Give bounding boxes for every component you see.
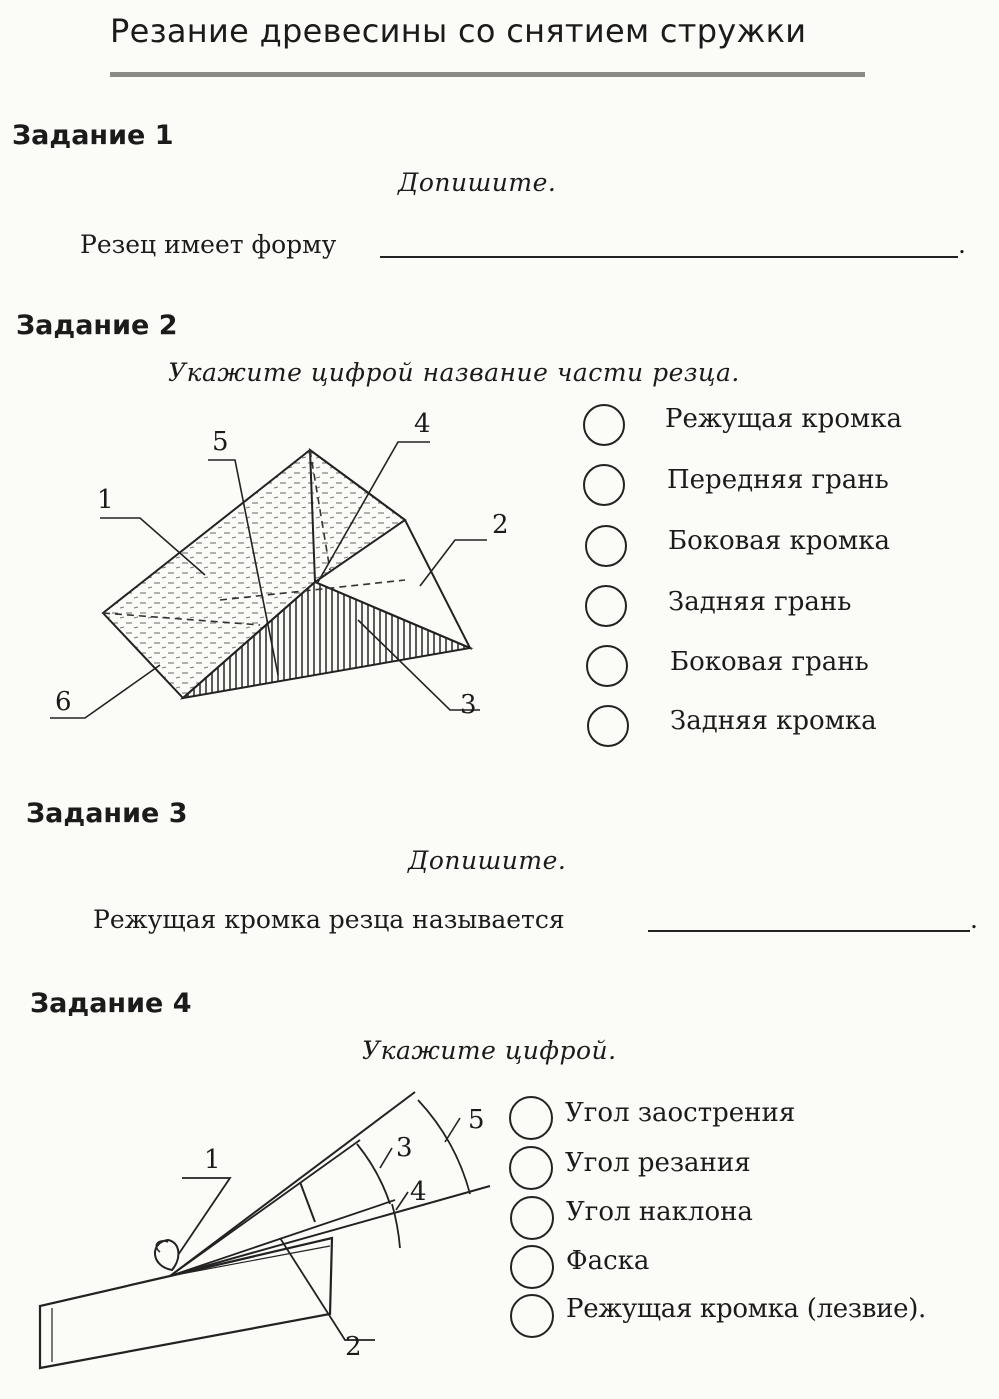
diagram-label-5: 5 (212, 427, 229, 457)
option-label: Режущая кромка (лезвие). (566, 1294, 927, 1324)
option-label: Угол наклона (566, 1197, 753, 1227)
task3-answer-field[interactable] (648, 928, 970, 932)
option-label: Угол резания (565, 1148, 751, 1178)
title-underline (110, 72, 865, 77)
task1-instruction: Допишите. (398, 168, 557, 197)
answer-circle[interactable] (585, 585, 627, 627)
diagram-label-6: 6 (55, 687, 72, 717)
answer-circle[interactable] (510, 1245, 554, 1289)
diagram-label-2: 2 (345, 1332, 362, 1362)
cutter-diagram (0, 400, 520, 730)
tick-line (300, 1182, 315, 1222)
leader-line-4 (396, 1192, 408, 1210)
angle-arc-4 (392, 1204, 400, 1248)
page-title: Резание древесины со снятием стружки (110, 12, 807, 50)
task2-instruction: Укажите цифрой название части резца. (168, 358, 740, 387)
task4-heading: Задание 4 (30, 988, 192, 1019)
option-label: Боковая кромка (668, 526, 890, 556)
option-label: Боковая грань (670, 647, 869, 677)
option-label: Угол заострения (565, 1098, 796, 1128)
diagram-label-1: 1 (204, 1145, 221, 1175)
task1-answer-field[interactable] (380, 254, 958, 258)
diagram-label-4: 4 (414, 409, 431, 439)
option-label: Задняя кромка (670, 706, 877, 736)
answer-circle[interactable] (509, 1096, 553, 1140)
diagram-label-5: 5 (468, 1105, 485, 1135)
task4-instruction: Укажите цифрой. (362, 1036, 617, 1065)
task3-instruction: Допишите. (408, 846, 567, 875)
answer-circle[interactable] (510, 1196, 554, 1240)
task1-period: . (958, 230, 966, 259)
task2-heading: Задание 2 (16, 310, 178, 341)
surface-line (170, 1186, 490, 1276)
answer-circle[interactable] (586, 645, 628, 687)
diagram-label-4: 4 (410, 1177, 427, 1207)
diagram-label-1: 1 (97, 485, 114, 515)
task3-heading: Задание 3 (26, 798, 188, 829)
leader-line-1 (178, 1178, 230, 1255)
chisel-angle-diagram (0, 1070, 510, 1380)
option-label: Задняя грань (668, 587, 852, 617)
leader-line-2 (420, 540, 487, 586)
answer-circle[interactable] (585, 525, 627, 567)
answer-circle[interactable] (510, 1294, 554, 1338)
leader-line-5 (445, 1118, 460, 1142)
task1-heading: Задание 1 (12, 120, 174, 151)
task3-period: . (970, 905, 978, 934)
reference-line (170, 1092, 415, 1276)
diagram-label-3: 3 (396, 1133, 413, 1163)
answer-circle[interactable] (583, 464, 625, 506)
bevel-line (170, 1246, 330, 1276)
leader-line-3 (380, 1148, 392, 1168)
answer-circle[interactable] (509, 1146, 553, 1190)
task1-prompt: Резец имеет форму (80, 230, 337, 259)
answer-circle[interactable] (583, 404, 625, 446)
angle-arc-3 (357, 1144, 390, 1204)
option-label: Режущая кромка (665, 404, 902, 434)
bevel-face-line (170, 1200, 395, 1276)
answer-circle[interactable] (587, 705, 629, 747)
task3-prompt: Режущая кромка резца называется (93, 905, 565, 934)
diagram-label-3: 3 (460, 690, 477, 720)
option-label: Передняя грань (667, 465, 889, 495)
chip-curl (155, 1240, 178, 1270)
diagram-label-2: 2 (492, 510, 509, 540)
option-label: Фаска (566, 1246, 650, 1276)
blade-body (40, 1238, 332, 1368)
